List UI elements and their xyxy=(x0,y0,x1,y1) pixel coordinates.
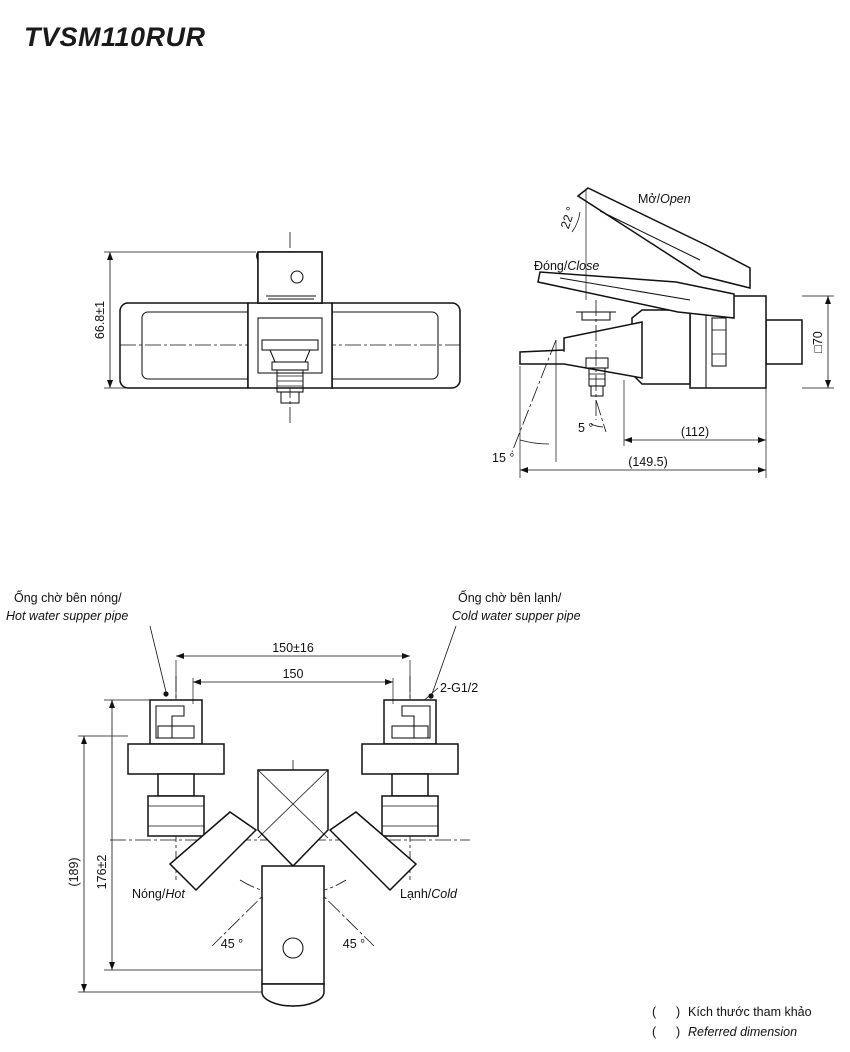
label-hot-vn: Nóng/ xyxy=(132,887,166,901)
footnote-paren-1: ( xyxy=(652,1005,657,1019)
callout-hot-vn: Ống chờ bên nóng/ xyxy=(14,591,122,605)
label-hot-en: Hot xyxy=(165,887,185,901)
side-wall-union xyxy=(766,320,802,364)
top-dim-189: (189) xyxy=(67,857,81,887)
top-left-union xyxy=(148,796,204,836)
top-right-stem xyxy=(392,774,428,796)
dim150t-arrow-left xyxy=(176,653,184,659)
top-right-escutcheon xyxy=(362,744,458,774)
dim150-arrow-right xyxy=(385,679,393,685)
side-aerator-tip xyxy=(591,386,603,396)
dim1495-arrow-left xyxy=(520,467,528,473)
front-right-body-inner xyxy=(332,312,438,379)
front-dim-arrow-top xyxy=(107,252,113,260)
front-dim-arrow-bottom xyxy=(107,380,113,388)
label-open xyxy=(638,192,691,206)
front-elevation-view xyxy=(93,232,460,425)
dim70-arrow-bottom xyxy=(825,380,831,388)
top-spout-tip xyxy=(262,984,324,1006)
front-left-body-inner xyxy=(142,312,248,379)
dim112-arrow-left xyxy=(624,437,632,443)
dim189-arrow-top xyxy=(81,736,87,744)
front-right-body xyxy=(332,303,460,388)
top-center-body xyxy=(258,770,328,866)
callout-cold-en: Cold water supper pipe xyxy=(452,609,581,623)
callout-hot-en: Hot water supper pipe xyxy=(6,609,129,623)
top-spout-plan xyxy=(262,866,324,984)
top-plan-view xyxy=(6,590,581,1010)
front-top-cap-2 xyxy=(258,252,322,303)
label-close-en: Close xyxy=(567,259,600,273)
front-center-housing xyxy=(248,303,332,388)
thread-callout: 2-G1/2 xyxy=(440,681,479,695)
dim176-arrow-bottom xyxy=(109,962,115,970)
footnote-paren-2-close: ) xyxy=(676,1025,681,1039)
callout-cold-vn: Ống chờ bên lạnh/ xyxy=(458,591,562,605)
top-angle-45-right: 45 ° xyxy=(342,937,366,951)
top-left-escutcheon xyxy=(128,744,224,774)
top-left-stem xyxy=(158,774,194,796)
label-close xyxy=(534,259,599,273)
side-dim-70-value: 70 xyxy=(811,331,825,346)
top-dim-150-tol: 150±16 xyxy=(272,641,314,655)
dim1495-arrow-right xyxy=(758,467,766,473)
dim176-arrow-top xyxy=(109,700,115,708)
footnote-line-2: Referred dimension xyxy=(688,1025,798,1039)
side-angle-arc-15 xyxy=(520,440,549,444)
dim189-arrow-bottom xyxy=(81,984,87,992)
side-dim-112: (112) xyxy=(680,425,710,439)
label-cold xyxy=(400,887,458,901)
label-cold-vn: Lạnh/ xyxy=(400,887,432,901)
footnote-paren-2: ( xyxy=(652,1025,657,1039)
callout-hot-leader xyxy=(150,626,166,692)
callout-hot-dot xyxy=(163,691,168,696)
front-height-dimension: 66.8±1 xyxy=(93,300,107,340)
dim150-arrow-left xyxy=(193,679,201,685)
label-hot xyxy=(132,887,185,901)
dim112-arrow-right xyxy=(758,437,766,443)
side-spout xyxy=(520,322,642,378)
top-dim-150: 150 xyxy=(282,667,304,681)
label-cold-en: Cold xyxy=(431,887,457,901)
side-elevation-view xyxy=(492,188,834,478)
page-title: TVSM110RUR xyxy=(24,22,206,52)
dim70-arrow-top xyxy=(825,296,831,304)
footnote-block xyxy=(652,1005,812,1039)
top-right-union xyxy=(382,796,438,836)
side-angle-15: 15 ° xyxy=(492,451,515,465)
side-angle-5: 5 ° xyxy=(578,421,594,435)
side-dim-1495: (149.5) xyxy=(628,455,668,469)
footnote-paren-1-close: ) xyxy=(676,1005,681,1019)
side-dim-70 xyxy=(811,331,825,353)
square-symbol: □ xyxy=(811,345,825,353)
side-angle-22: 22 ° xyxy=(558,204,579,231)
label-open-vn: Mở/ xyxy=(638,192,661,206)
footnote-line-1: Kích thước tham khảo xyxy=(688,1005,812,1019)
label-open-en: Open xyxy=(660,192,691,206)
top-dim-176: 176±2 xyxy=(95,854,109,890)
label-close-vn: Đóng/ xyxy=(534,259,568,273)
top-angle-45-left: 45 ° xyxy=(220,937,244,951)
dim150t-arrow-right xyxy=(402,653,410,659)
front-left-body xyxy=(120,303,248,388)
